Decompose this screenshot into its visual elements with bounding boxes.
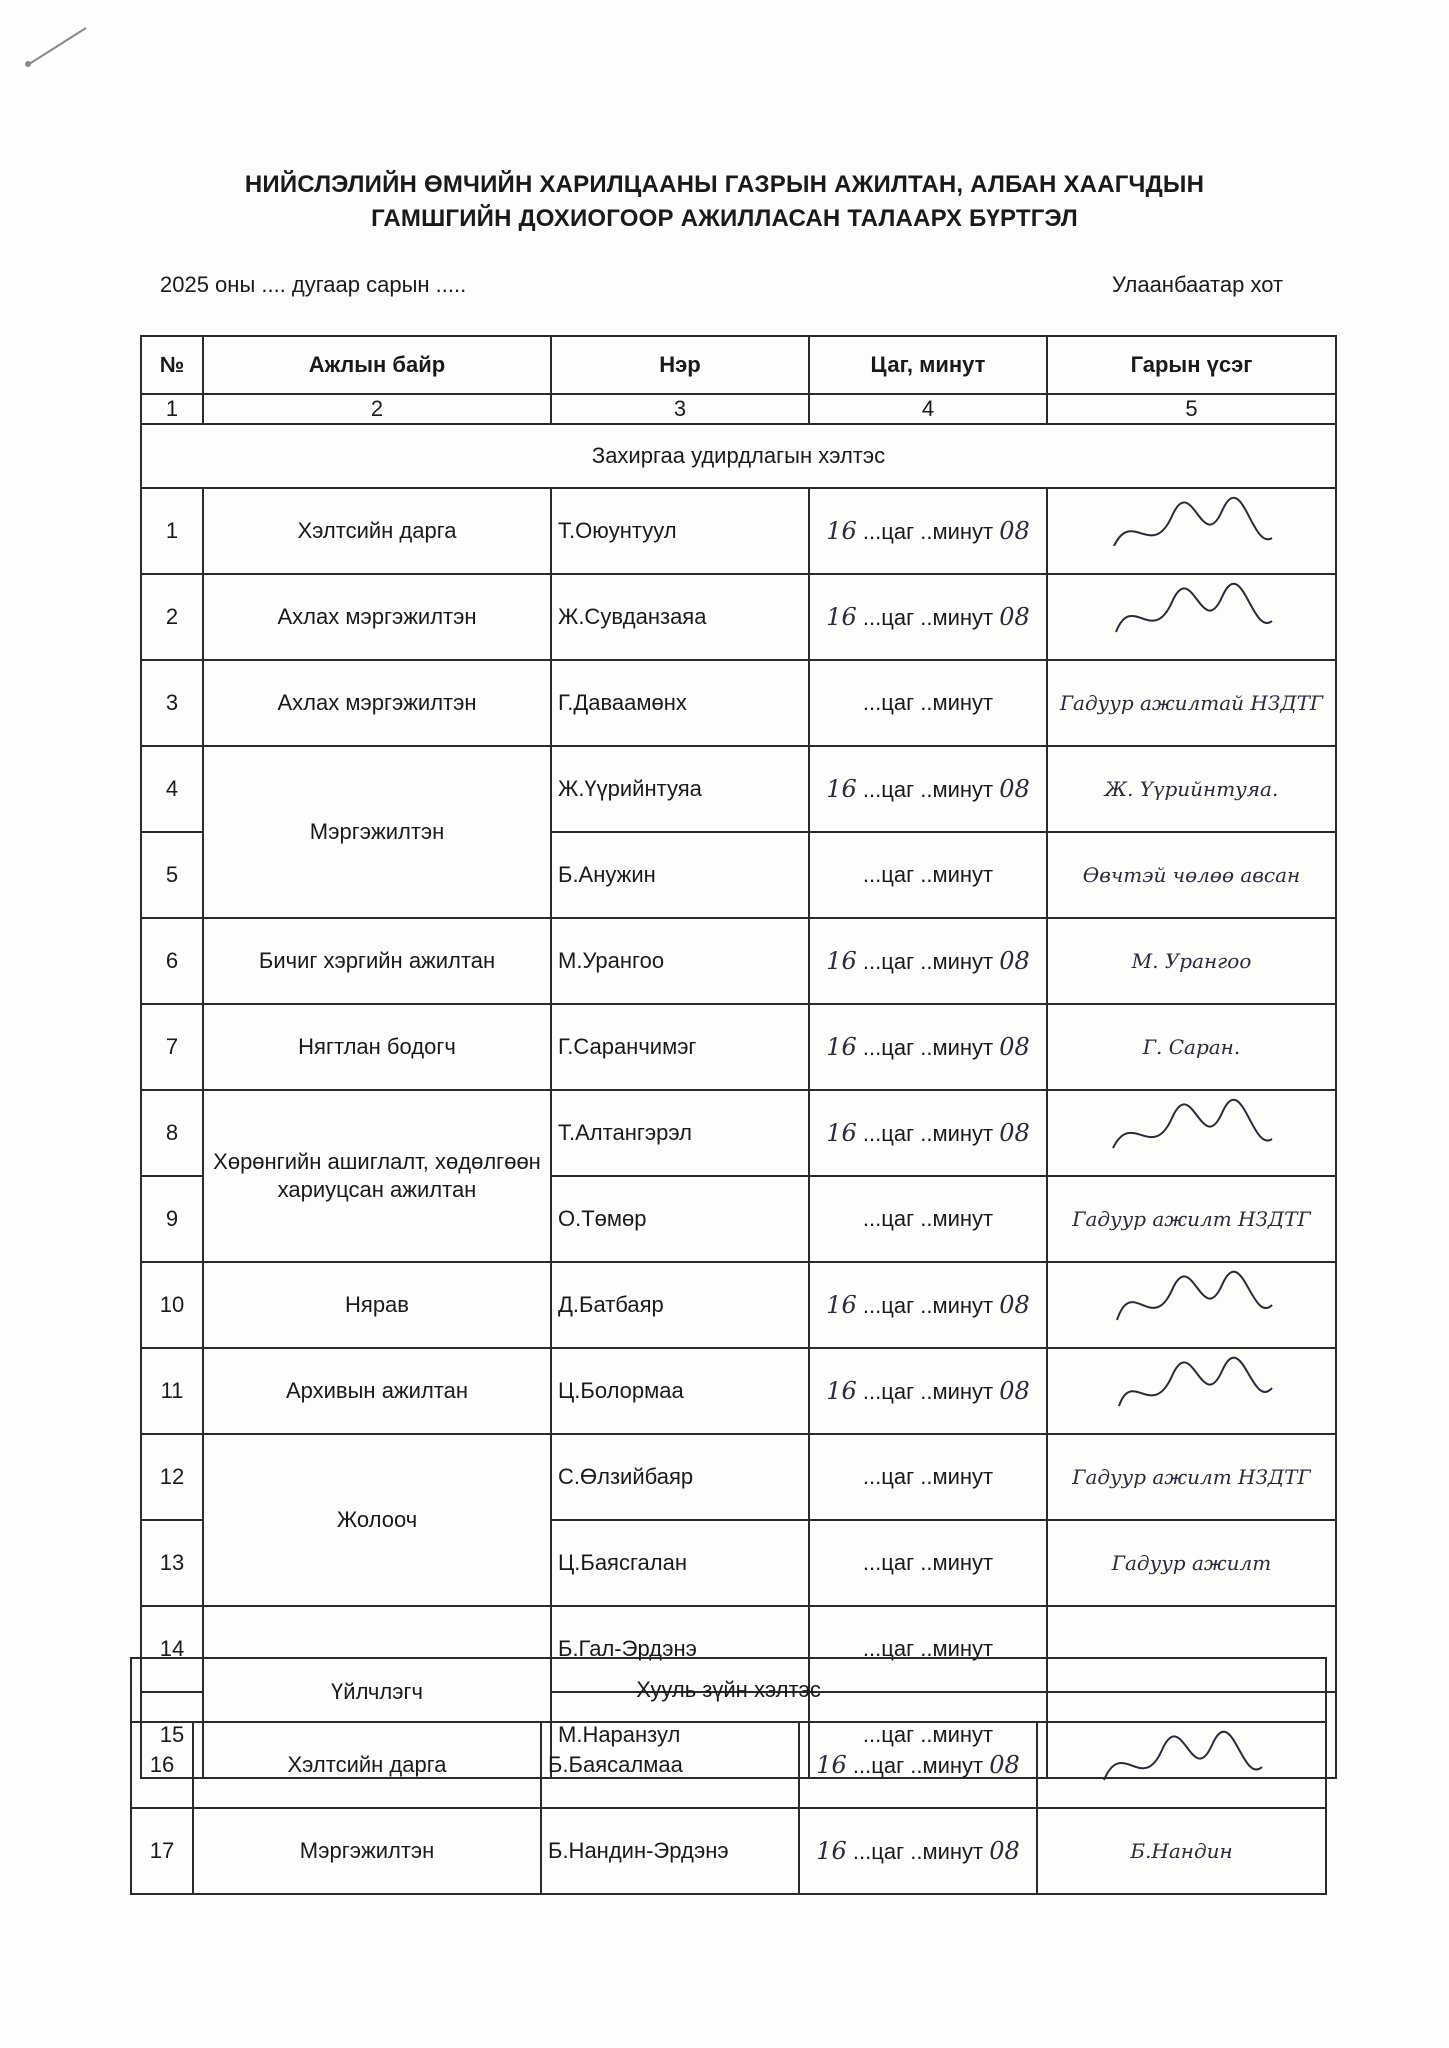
row-position: Бичиг хэргийн ажилтан	[203, 918, 551, 1004]
date-line: 2025 оны .... дугаар сарын .....	[160, 272, 467, 297]
handwritten-hour: 16	[826, 1291, 857, 1319]
handwritten-note: Гадуур ажилт	[1111, 1551, 1272, 1575]
table-row	[131, 1808, 1326, 1894]
handwritten-note: Гадуур ажилт НЗДТГ	[1072, 1207, 1311, 1231]
table-row	[141, 1348, 1336, 1434]
table-row	[141, 746, 1336, 832]
time-template: ...цаг ..минут	[856, 949, 1000, 974]
table-row	[141, 1090, 1336, 1176]
handwritten-minute: 08	[999, 775, 1030, 803]
row-time	[809, 574, 1047, 660]
registration-table-continued	[130, 1657, 1325, 1967]
city-label: Улаанбаатар хот	[1112, 272, 1284, 297]
row-signature	[1047, 1434, 1336, 1520]
row-time	[809, 1434, 1047, 1520]
time-template: ...цаг ..минут	[862, 1550, 994, 1575]
row-signature	[1047, 1176, 1336, 1262]
row-position: Хөрөнгийн ашиглалт, хөдөлгөөн хариуцсан ажилтан	[203, 1090, 551, 1262]
row-name: Б.Анужин	[551, 832, 809, 918]
row-signature	[1037, 1722, 1326, 1808]
time-template: ...цаг ..минут	[862, 1464, 994, 1489]
handwritten-note: Б.Нандин	[1130, 1839, 1233, 1863]
row-position: Хэлтсийн дарга	[193, 1722, 541, 1808]
row-position: Үйлчлэгч	[203, 1606, 551, 1778]
handwritten-hour: 16	[826, 603, 857, 631]
row-name: Ц.Болормаа	[551, 1348, 809, 1434]
handwritten-minute: 08	[989, 1837, 1020, 1865]
row-time	[809, 1176, 1047, 1262]
row-number: 9	[141, 1176, 203, 1262]
col-number: 2	[203, 394, 551, 424]
row-name: Б.Гал-Эрдэнэ	[551, 1606, 809, 1692]
row-name: Г.Даваамөнх	[551, 660, 809, 746]
time-template: ...цаг ..минут	[862, 862, 994, 887]
row-name: М.Урангоо	[551, 918, 809, 1004]
table-row	[141, 660, 1336, 746]
row-number: 14	[141, 1606, 203, 1692]
handwritten-minute: 08	[999, 1119, 1030, 1147]
row-signature	[1047, 1262, 1336, 1348]
section-row	[141, 424, 1336, 488]
row-position: Жолооч	[203, 1434, 551, 1606]
row-signature	[1047, 1004, 1336, 1090]
time-template: ...цаг ..минут	[846, 1753, 990, 1778]
row-position: Ахлах мэргэжилтэн	[203, 574, 551, 660]
document-title	[0, 168, 1449, 236]
handwritten-hour: 16	[826, 775, 857, 803]
handwritten-note: Гадуур ажилт НЗДТГ	[1072, 1465, 1311, 1489]
row-number: 8	[141, 1090, 203, 1176]
row-position: Архивын ажилтан	[203, 1348, 551, 1434]
handwritten-signature-mark	[1092, 582, 1292, 652]
row-number: 6	[141, 918, 203, 1004]
time-template: ...цаг ..минут	[862, 1206, 994, 1231]
col-number: 5	[1047, 394, 1336, 424]
col-number: 4	[809, 394, 1047, 424]
row-name: Г.Саранчимэг	[551, 1004, 809, 1090]
row-time	[809, 660, 1047, 746]
row-signature	[1047, 746, 1336, 832]
handwritten-note: М. Урангоо	[1131, 949, 1252, 973]
row-number: 13	[141, 1520, 203, 1606]
time-template: ...цаг ..минут	[856, 1379, 1000, 1404]
handwritten-minute: 08	[999, 603, 1030, 631]
row-name: Ц.Баясгалан	[551, 1520, 809, 1606]
row-time	[809, 918, 1047, 1004]
row-position: Нягтлан бодогч	[203, 1004, 551, 1090]
row-position: Мэргэжилтэн	[203, 746, 551, 918]
row-position: Ахлах мэргэжилтэн	[203, 660, 551, 746]
table-row	[131, 1722, 1326, 1808]
handwritten-note: Ж. Үүрийнтуяа.	[1104, 777, 1279, 801]
handwritten-hour: 16	[826, 517, 857, 545]
row-number: 15	[141, 1692, 203, 1778]
time-template: ...цаг ..минут	[862, 690, 994, 715]
row-number: 1	[141, 488, 203, 574]
scan-scratch-mark	[22, 22, 92, 72]
section-title: Захиргаа удирдлагын хэлтэс	[141, 424, 1336, 488]
col-header-number: №	[141, 336, 203, 394]
col-number: 1	[141, 394, 203, 424]
time-template: ...цаг ..минут	[862, 1722, 994, 1747]
row-time	[809, 1090, 1047, 1176]
table-header-row	[141, 336, 1336, 394]
row-time	[799, 1808, 1037, 1894]
row-time	[809, 1348, 1047, 1434]
handwritten-minute: 08	[999, 1377, 1030, 1405]
row-position: Нярав	[203, 1262, 551, 1348]
row-number: 11	[141, 1348, 203, 1434]
handwritten-hour: 16	[826, 1377, 857, 1405]
row-number: 12	[141, 1434, 203, 1520]
col-header-time: Цаг, минут	[809, 336, 1047, 394]
time-template: ...цаг ..минут	[856, 1035, 1000, 1060]
row-name: Ж.Үүрийнтуяа	[551, 746, 809, 832]
row-signature	[1047, 918, 1336, 1004]
handwritten-hour: 16	[826, 1033, 857, 1061]
col-number: 3	[551, 394, 809, 424]
handwritten-signature-mark	[1092, 1270, 1292, 1340]
row-name: Б.Баясалмаа	[541, 1722, 799, 1808]
section-title: Хууль зүйн хэлтэс	[131, 1658, 1326, 1722]
col-header-name: Нэр	[551, 336, 809, 394]
column-number-row	[141, 394, 1336, 424]
handwritten-signature-mark	[1092, 1098, 1292, 1168]
row-name: Ж.Сувданзаяа	[551, 574, 809, 660]
row-time	[809, 1520, 1047, 1606]
section-row	[131, 1658, 1326, 1722]
handwritten-minute: 08	[999, 1033, 1030, 1061]
row-signature	[1047, 1520, 1336, 1606]
row-number: 3	[141, 660, 203, 746]
row-name: С.Өлзийбаяр	[551, 1434, 809, 1520]
handwritten-signature-mark	[1082, 1730, 1282, 1800]
row-number: 7	[141, 1004, 203, 1090]
handwritten-hour: 16	[826, 1119, 857, 1147]
row-signature	[1047, 832, 1336, 918]
row-signature	[1047, 1348, 1336, 1434]
handwritten-minute: 08	[989, 1751, 1020, 1779]
handwritten-hour: 16	[816, 1837, 847, 1865]
row-signature	[1047, 1090, 1336, 1176]
time-template: ...цаг ..минут	[856, 777, 1000, 802]
time-template: ...цаг ..минут	[856, 519, 1000, 544]
row-name: Т.Оюунтуул	[551, 488, 809, 574]
col-header-position: Ажлын байр	[203, 336, 551, 394]
row-number: 10	[141, 1262, 203, 1348]
handwritten-signature-mark	[1092, 496, 1292, 566]
row-signature	[1047, 660, 1336, 746]
handwritten-note: Г. Саран.	[1142, 1035, 1241, 1059]
row-time	[809, 488, 1047, 574]
col-header-signature: Гарын үсэг	[1047, 336, 1336, 394]
handwritten-note: Гадуур ажилтай НЗДТГ	[1059, 691, 1324, 715]
table-row	[141, 918, 1336, 1004]
row-number: 16	[131, 1722, 193, 1808]
row-position: Хэлтсийн дарга	[203, 488, 551, 574]
row-time	[809, 1004, 1047, 1090]
row-signature	[1047, 488, 1336, 574]
row-signature	[1047, 574, 1336, 660]
row-name: М.Наранзул	[551, 1692, 809, 1778]
table-row	[141, 574, 1336, 660]
time-template: ...цаг ..минут	[862, 1636, 994, 1661]
handwritten-minute: 08	[999, 517, 1030, 545]
time-template: ...цаг ..минут	[856, 1293, 1000, 1318]
time-template: ...цаг ..минут	[856, 1121, 1000, 1146]
time-template: ...цаг ..минут	[856, 605, 1000, 630]
title-line-2: ГАМШГИЙН ДОХИОГООР АЖИЛЛАСАН ТАЛААРХ БҮРТГЭЛ	[371, 205, 1078, 232]
row-number: 4	[141, 746, 203, 832]
handwritten-minute: 08	[999, 1291, 1030, 1319]
handwritten-hour: 16	[816, 1751, 847, 1779]
row-name: Т.Алтангэрэл	[551, 1090, 809, 1176]
title-line-1: НИЙСЛЭЛИЙН ӨМЧИЙН ХАРИЛЦААНЫ ГАЗРЫН АЖИЛТАН, АЛБАН ХААГЧДЫН	[244, 171, 1205, 198]
row-number: 2	[141, 574, 203, 660]
row-number: 17	[131, 1808, 193, 1894]
time-template: ...цаг ..минут	[846, 1839, 990, 1864]
handwritten-signature-mark	[1092, 1356, 1292, 1426]
row-name: Д.Батбаяр	[551, 1262, 809, 1348]
row-position: Мэргэжилтэн	[193, 1808, 541, 1894]
row-signature	[1037, 1808, 1326, 1894]
row-name: Б.Нандин-Эрдэнэ	[541, 1808, 799, 1894]
table-row	[141, 1262, 1336, 1348]
row-time	[809, 746, 1047, 832]
table-row	[141, 1434, 1336, 1520]
table-row	[141, 1004, 1336, 1090]
row-time	[809, 832, 1047, 918]
handwritten-minute: 08	[999, 947, 1030, 975]
handwritten-note: Өвчтэй чөлөө авсан	[1082, 863, 1301, 887]
handwritten-hour: 16	[826, 947, 857, 975]
table-row	[141, 488, 1336, 574]
row-time	[809, 1262, 1047, 1348]
row-name: О.Төмөр	[551, 1176, 809, 1262]
row-number: 5	[141, 832, 203, 918]
row-time	[799, 1722, 1037, 1808]
